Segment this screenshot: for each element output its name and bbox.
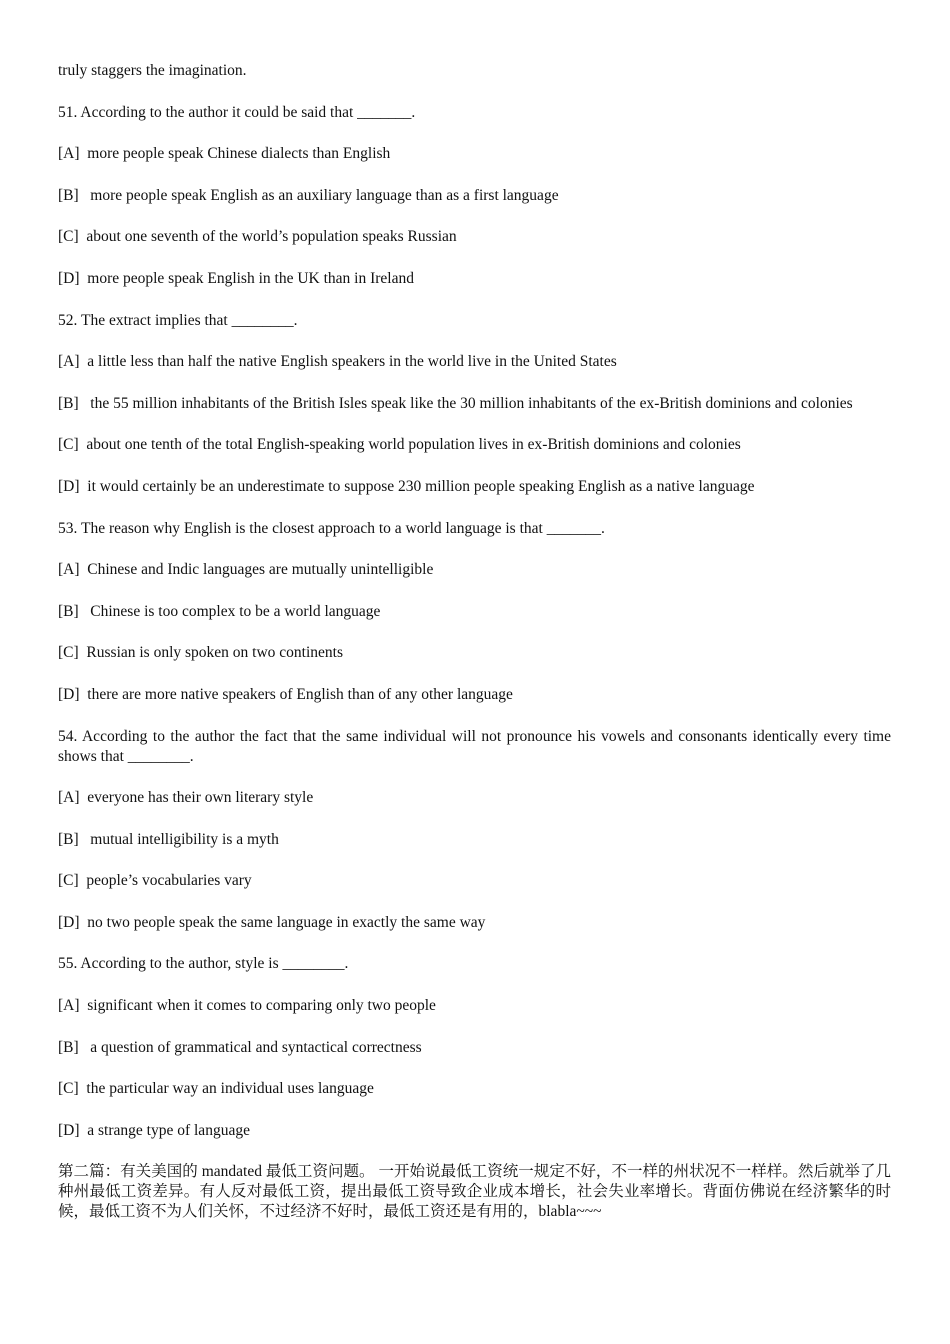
answer-option-a: [A] everyone has their own literary style	[58, 789, 314, 807]
question-stem: 55. According to the author, style is ________.	[58, 955, 349, 973]
question-53	[58, 519, 891, 705]
answer-option-c: [C] the particular way an individual uses language	[58, 1080, 374, 1098]
answer-option-d: [D] a strange type of language	[58, 1121, 250, 1139]
answer-option-c: [C] Russian is only spoken on two continents	[58, 644, 344, 662]
answer-option-c: [C] about one seventh of the world’s population speaks Russian	[58, 228, 457, 246]
answer-option-b: [B] more people speak English as an auxiliary language than as a first language	[58, 186, 559, 204]
answer-option-b: [B] Chinese is too complex to be a world language	[58, 602, 381, 620]
answer-option-d: [D] there are more native speakers of English than of any other language	[58, 685, 513, 703]
answer-option-d: [D] it would certainly be an underestimate to suppose 230 million people speaking English as a native language	[58, 477, 755, 495]
question-55	[58, 954, 891, 1140]
answer-option-c: [C] people’s vocabularies vary	[58, 872, 252, 890]
answer-option-a: [A] more people speak Chinese dialects than English	[58, 145, 391, 163]
question-stem: 54. According to the author the fact that the same individual will not pronounce his vowels and consonants identically every time shows that ________.	[58, 727, 895, 765]
answer-option-d: [D] no two people speak the same language in exactly the same way	[58, 913, 486, 931]
answer-option-a: [A] Chinese and Indic languages are mutually unintelligible	[58, 561, 434, 579]
answer-option-d: [D] more people speak English in the UK than in Ireland	[58, 269, 414, 287]
document-page	[58, 61, 895, 1222]
passage-continuation: truly staggers the imagination.	[58, 62, 247, 79]
answer-option-a: [A] a little less than half the native English speakers in the world live in the United States	[58, 353, 617, 371]
answer-option-b: [B] mutual intelligibility is a myth	[58, 830, 279, 848]
question-stem: 51. According to the author it could be said that _______.	[58, 103, 416, 121]
question-54	[58, 727, 895, 933]
question-51	[58, 103, 891, 289]
question-stem: 52. The extract implies that ________.	[58, 311, 298, 329]
answer-option-c: [C] about one tenth of the total English-speaking world population lives in ex-British dominions and colonies	[58, 436, 741, 454]
answer-option-a: [A] significant when it comes to comparing only two people	[58, 997, 436, 1015]
question-52	[58, 311, 891, 497]
second-passage-summary: 第二篇：有关美国的 mandated 最低工资问题。 一开始说最低工资统一规定不好，不一样的州状况不一样样。然后就举了几种州最低工资差异。有人反对最低工资，提出最低工资导致企业成本增长，社会失业率增长。背面仿佛说在经济繁华的时候，最低工资不为人们关怀，不过经济不好时，最低工资还是有用的，blabla~~~	[58, 1163, 891, 1221]
answer-option-b: [B] the 55 million inhabitants of the British Isles speak like the 30 million inhabitants of the ex-British dominions and colonies	[58, 394, 853, 412]
question-stem: 53. The reason why English is the closest approach to a world language is that _______.	[58, 519, 605, 537]
answer-option-b: [B] a question of grammatical and syntactical correctness	[58, 1038, 422, 1056]
